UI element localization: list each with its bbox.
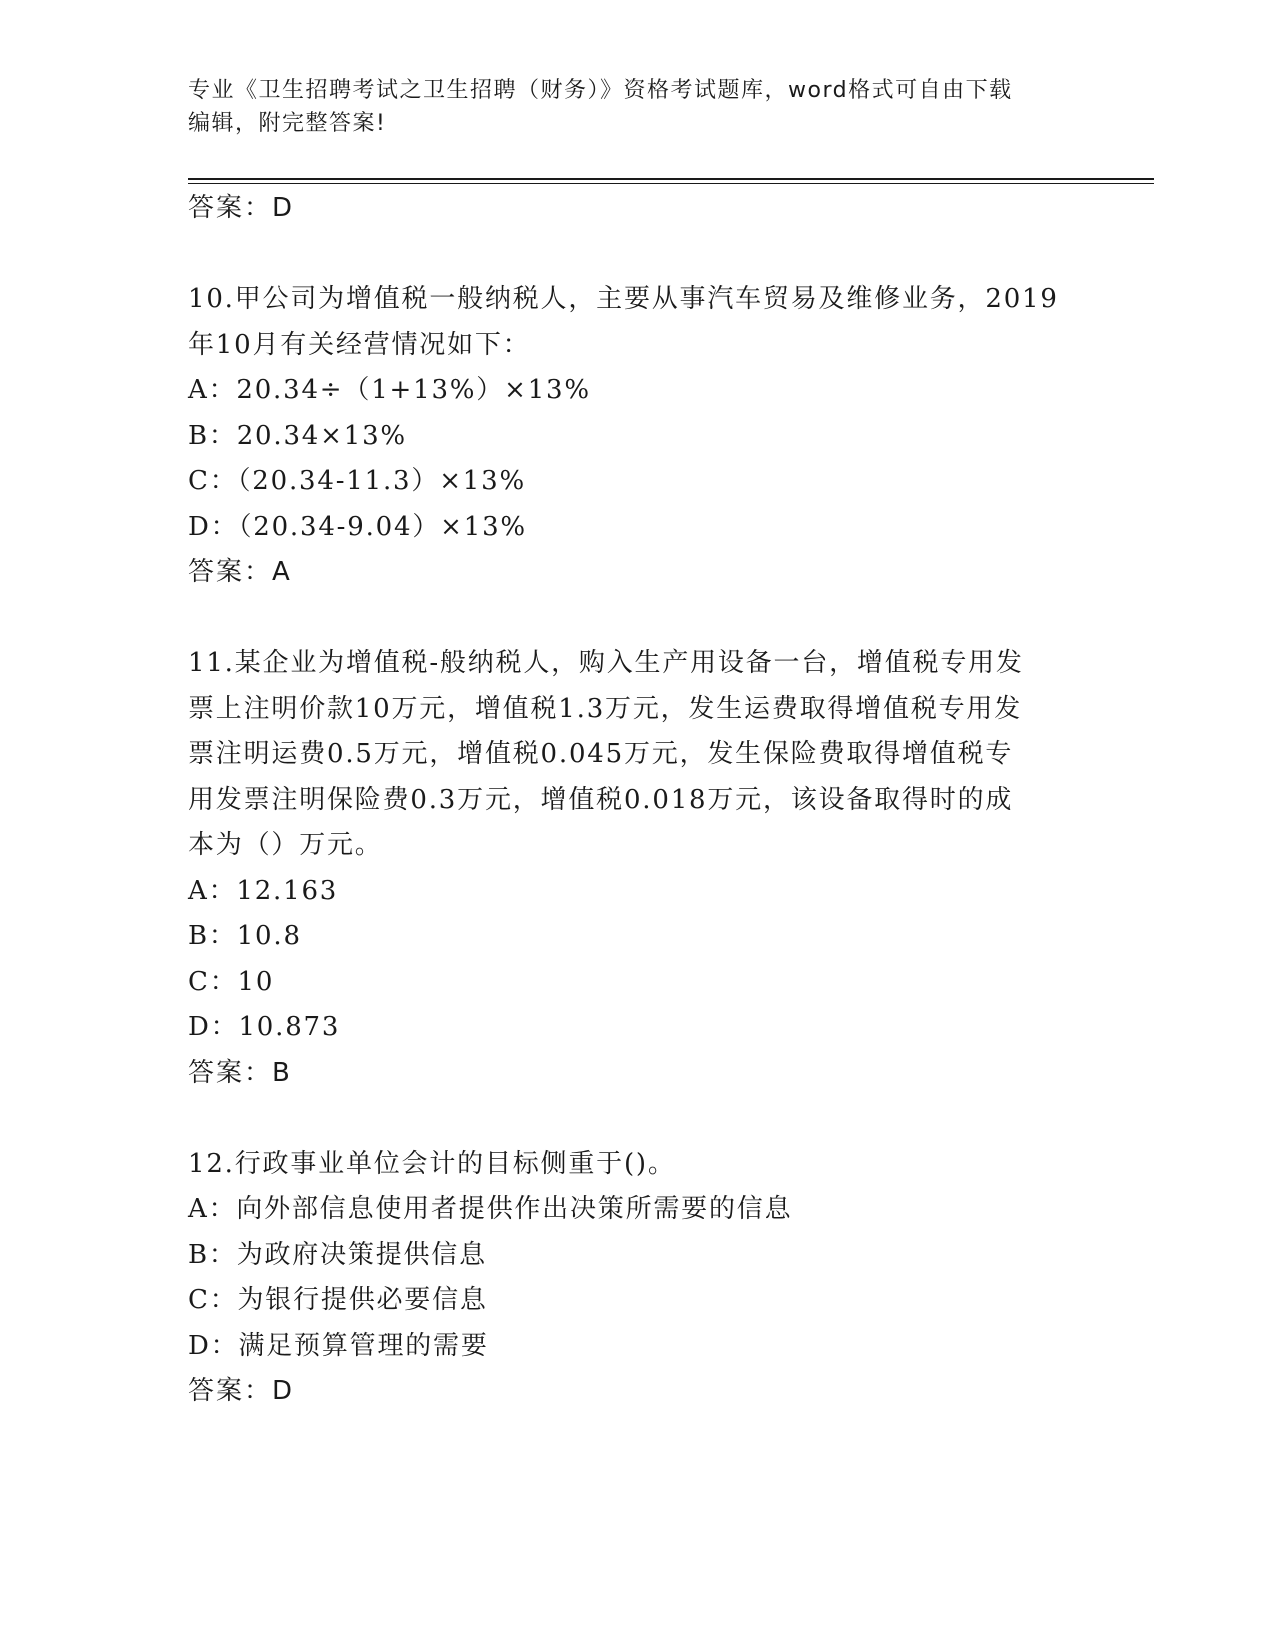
document-header	[188, 74, 1088, 140]
question-12-option-c: C：为银行提供必要信息	[188, 1285, 488, 1315]
question-10-option-d: D：（20.34-9.04）×13%	[188, 511, 527, 542]
question-11-option-c: C：10	[188, 966, 275, 997]
spacer	[188, 1096, 1088, 1142]
question-list	[188, 186, 1088, 1415]
question-12-option-d: D：满足预算管理的需要	[188, 1330, 489, 1361]
question-11-answer: 答案：B	[188, 1057, 292, 1088]
question-11-text-line-1: 11.某企业为增值税-般纳税人，购入生产用设备一台，增值税专用发	[188, 648, 1024, 678]
header-line-1: 专业《卫生招聘考试之卫生招聘（财务）》资格考试题库，word格式可自由下载	[188, 78, 1013, 103]
question-11-option-b: B：10.8	[188, 921, 302, 951]
question-10-answer: 答案：A	[188, 557, 292, 587]
header-divider-thick	[188, 178, 1154, 180]
question-10-text-line-1: 10.甲公司为增值税一般纳税人，主要从事汽车贸易及维修业务，2019	[188, 284, 1059, 314]
question-11-text-line-3: 票注明运费0.5万元，增值税0.045万元，发生保险费取得增值税专	[188, 739, 1014, 769]
question-10-option-b: B：20.34×13%	[188, 420, 407, 451]
question-11-text-line-2: 票上注明价款10万元，增值税1.3万元，发生运费取得增值税专用发	[188, 693, 1023, 724]
header-line-2: 编辑，附完整答案!	[188, 111, 387, 136]
question-12-answer: 答案：D	[188, 1376, 295, 1406]
question-11-option-a: A：12.163	[188, 875, 339, 906]
question-11-text-line-4: 用发票注明保险费0.3万元，增值税0.018万元，该设备取得时的成	[188, 784, 1014, 815]
question-11	[188, 641, 1088, 1096]
question-12-text-line-1: 12.行政事业单位会计的目标侧重于()。	[188, 1148, 676, 1179]
header-divider-thin	[188, 183, 1154, 184]
question-10-text-line-2: 年10月有关经营情况如下：	[188, 329, 531, 360]
question-10-option-a: A：20.34÷（1+13%）×13%	[188, 375, 591, 405]
question-10	[188, 277, 1088, 596]
question-12-option-a: A：向外部信息使用者提供作出决策所需要的信息	[188, 1194, 793, 1224]
question-11-option-d: D：10.873	[188, 1012, 341, 1042]
question-12-option-b: B：为政府决策提供信息	[188, 1239, 487, 1270]
answer-previous: 答案：D	[188, 193, 295, 223]
question-10-option-c: C：（20.34-11.3）×13%	[188, 466, 526, 496]
spacer	[188, 232, 1088, 278]
spacer	[188, 596, 1088, 642]
question-11-text-line-5: 本为（）万元。	[188, 830, 383, 860]
question-12	[188, 1142, 1088, 1415]
